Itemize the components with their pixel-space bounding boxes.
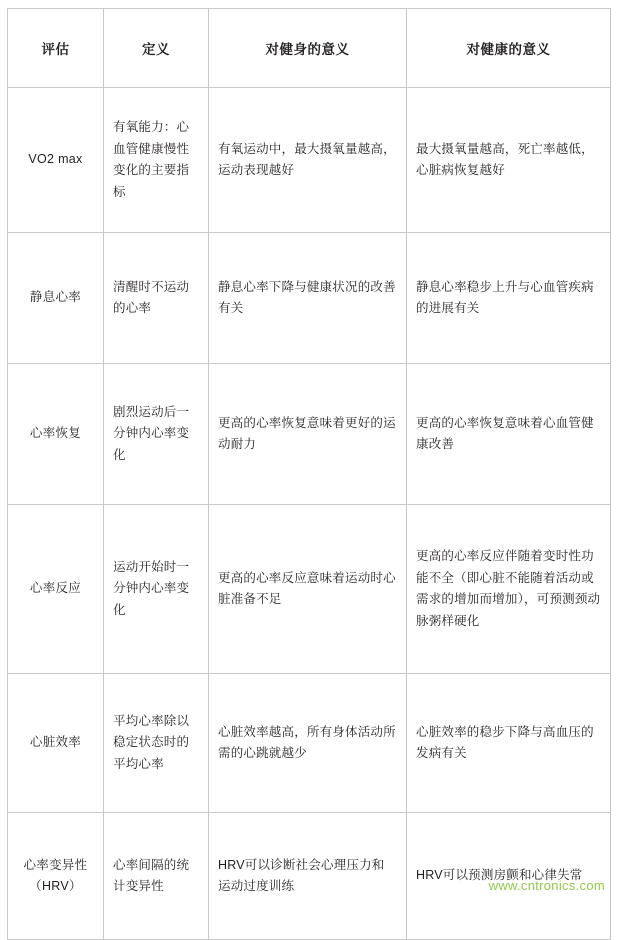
cell-health-meaning: 心脏效率的稳步下降与高血压的发病有关	[407, 674, 611, 813]
cell-definition: 运动开始时一分钟内心率变化	[104, 505, 209, 674]
column-header-health-meaning: 对健康的意义	[407, 9, 611, 88]
cell-definition: 有氧能力：心血管健康慢性变化的主要指标	[104, 88, 209, 233]
column-header-assessment: 评估	[8, 9, 104, 88]
cell-fitness-meaning: 心脏效率越高，所有身体活动所需的心跳就越少	[209, 674, 407, 813]
cell-fitness-meaning: 更高的心率恢复意味着更好的运动耐力	[209, 364, 407, 505]
cell-health-meaning: 更高的心率反应伴随着变时性功能不全（即心脏不能随着活动或需求的增加而增加），可预测颈动脉粥样硬化	[407, 505, 611, 674]
cell-assessment: 心率反应	[8, 505, 104, 674]
cell-fitness-meaning: 更高的心率反应意味着运动时心脏准备不足	[209, 505, 407, 674]
cell-health-meaning: 静息心率稳步上升与心血管疾病的进展有关	[407, 233, 611, 364]
cell-fitness-meaning: 有氧运动中，最大摄氧量越高，运动表现越好	[209, 88, 407, 233]
cell-health-meaning: 更高的心率恢复意味着心血管健康改善	[407, 364, 611, 505]
cell-definition: 平均心率除以稳定状态时的平均心率	[104, 674, 209, 813]
table-header-row	[8, 9, 611, 88]
cell-fitness-meaning: HRV可以诊断社会心理压力和运动过度训练	[209, 813, 407, 940]
table-row	[8, 813, 611, 940]
watermark: www.cntronics.com	[488, 878, 605, 893]
cell-assessment: 静息心率	[8, 233, 104, 364]
table-row	[8, 233, 611, 364]
table-row	[8, 88, 611, 233]
cell-assessment: 心率变异性（HRV）	[8, 813, 104, 940]
cell-assessment: VO2 max	[8, 88, 104, 233]
table-row	[8, 505, 611, 674]
cell-health-meaning: HRV可以预测房颤和心律失常	[407, 813, 611, 940]
column-header-definition: 定义	[104, 9, 209, 88]
cell-fitness-meaning: 静息心率下降与健康状况的改善有关	[209, 233, 407, 364]
table-body	[8, 88, 611, 940]
cell-assessment: 心脏效率	[8, 674, 104, 813]
health-metrics-table	[7, 8, 611, 940]
column-header-fitness-meaning: 对健身的意义	[209, 9, 407, 88]
cell-definition: 剧烈运动后一分钟内心率变化	[104, 364, 209, 505]
table-header	[8, 9, 611, 88]
table-row	[8, 674, 611, 813]
cell-health-meaning: 最大摄氧量越高，死亡率越低，心脏病恢复越好	[407, 88, 611, 233]
cell-assessment: 心率恢复	[8, 364, 104, 505]
table-row	[8, 364, 611, 505]
cell-definition: 心率间隔的统计变异性	[104, 813, 209, 940]
cell-definition: 清醒时不运动的心率	[104, 233, 209, 364]
